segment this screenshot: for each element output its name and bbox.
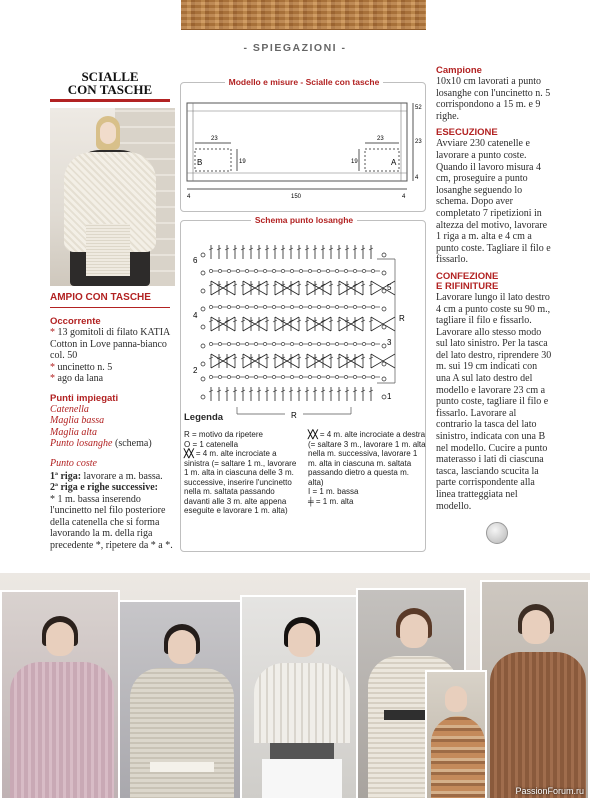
chain-symbol bbox=[299, 375, 302, 378]
chain-symbol bbox=[201, 253, 205, 257]
chain-symbol bbox=[245, 342, 248, 345]
row-number: 3 bbox=[387, 338, 392, 347]
chain-symbol bbox=[335, 269, 338, 272]
chain-symbol bbox=[326, 375, 329, 378]
label-h-total: 52 bbox=[415, 105, 422, 111]
legend-item: ╳╳ = 4 m. alte incrociate a sinistra (= saltare 1 m., lavorare 1 m. alta in ciascuna delle 3 m. successive, inserire l'uncinetto nella m. saltata passando davanti alle 3 m. alte appena eseguite e lavorare 1 m. alta) bbox=[184, 449, 297, 515]
knit-swatch-image bbox=[181, 0, 426, 30]
chain-symbol bbox=[201, 377, 205, 381]
chain-symbol bbox=[254, 342, 257, 345]
chain-symbol bbox=[218, 305, 221, 308]
label-edge-l: 4 bbox=[187, 194, 191, 200]
watermark: PassionForum.ru bbox=[515, 786, 584, 796]
divider bbox=[50, 307, 170, 308]
chain-symbol bbox=[281, 342, 284, 345]
chain-symbol bbox=[201, 289, 205, 293]
cross-right-icon: ╳╳ bbox=[308, 430, 320, 439]
chain-symbol bbox=[218, 375, 221, 378]
material-item: * ago da lana bbox=[50, 373, 104, 384]
chain-symbol bbox=[227, 342, 230, 345]
right-column bbox=[436, 66, 552, 544]
label-h-mid: 23 bbox=[415, 139, 422, 145]
legend-item: R = motivo da ripetere bbox=[184, 430, 263, 439]
chain-symbol bbox=[227, 375, 230, 378]
chain-symbol bbox=[290, 342, 293, 345]
legend-title: Legenda bbox=[184, 412, 224, 423]
photo-striped-sweater bbox=[425, 670, 487, 800]
stitch-list bbox=[50, 404, 175, 450]
chain-symbol bbox=[371, 342, 374, 345]
schematic-svg bbox=[181, 83, 427, 213]
legend-item: O = 1 catenella bbox=[184, 439, 239, 449]
chain-symbol bbox=[236, 375, 239, 378]
title-line-2: CON TASCHE bbox=[67, 82, 153, 97]
chain-symbol bbox=[254, 269, 257, 272]
chain-symbol bbox=[362, 305, 365, 308]
chain-symbol bbox=[326, 305, 329, 308]
stitch-item: Maglia alta bbox=[50, 426, 97, 438]
label-w-b: 23 bbox=[211, 136, 218, 142]
left-column bbox=[50, 70, 175, 551]
chain-symbol bbox=[371, 375, 374, 378]
row-number: 2 bbox=[193, 366, 198, 375]
chain-symbol bbox=[209, 342, 212, 345]
chain-symbol bbox=[218, 342, 221, 345]
row-number: 1 bbox=[387, 392, 392, 401]
chain-symbol bbox=[227, 305, 230, 308]
punto-coste-text: 1ª riga: lavorare a m. bassa. 2ª riga e righe successive: * 1 m. bassa inserendo l'uncinetto nel filo posteriore della catenella che si forma lavorando la m. della riga precedente *, ripetere da * a *. bbox=[50, 470, 173, 551]
chain-symbol bbox=[308, 269, 311, 272]
chain-symbol bbox=[236, 269, 239, 272]
chain-symbol bbox=[344, 305, 347, 308]
chain-symbol bbox=[382, 307, 386, 311]
chain-symbol bbox=[263, 305, 266, 308]
label-w-a: 23 bbox=[377, 136, 384, 142]
row-number: 5 bbox=[387, 283, 392, 292]
confezione-text: Lavorare lungo il lato destro 4 cm a punto coste su 90 m., tagliare il filo e fissarlo. Lavorare allo stesso modo sul lato sinistro. Per la tasca del lato destro, riprendere 30 m. sui 19 cm indicati con una A sul lato destro del modello e lavorare 23 cm a punto coste, tagliare il filo e fissarlo. Lavorare al contrario la tasca del lato sinistro, indicata con una B nel modello. Cucire a punto materasso i lati di ciascuna tasca, lasciando scucita la parte corrispondente alla linea tratteggiata nel modello. bbox=[436, 291, 552, 512]
material-item: * 13 gomitoli di filato KATIA Cotton in Love panna-bianco col. 50 bbox=[50, 327, 170, 361]
treble-icon: ╪ bbox=[308, 496, 316, 506]
chain-symbol bbox=[362, 342, 365, 345]
chain-symbol bbox=[317, 269, 320, 272]
chain-symbol bbox=[281, 375, 284, 378]
chain-symbol bbox=[299, 305, 302, 308]
chain-symbol bbox=[382, 395, 386, 399]
chain-symbol bbox=[218, 269, 221, 272]
chain-symbol bbox=[209, 269, 212, 272]
chart-title: Schema punto losanghe bbox=[251, 215, 357, 225]
chain-symbol bbox=[272, 375, 275, 378]
legend-left bbox=[184, 430, 302, 516]
label-h-b: 19 bbox=[239, 159, 246, 165]
chain-symbol bbox=[227, 269, 230, 272]
center-column bbox=[180, 70, 428, 552]
photo-brown-cardigan bbox=[480, 580, 590, 800]
row-number: 4 bbox=[193, 311, 198, 320]
chain-symbol bbox=[290, 269, 293, 272]
photo-shrug bbox=[118, 600, 242, 800]
chain-symbol bbox=[236, 305, 239, 308]
model-photo bbox=[50, 108, 175, 286]
chain-symbol bbox=[362, 375, 365, 378]
chain-symbol bbox=[382, 344, 386, 348]
legend-item: I = 1 m. bassa bbox=[308, 487, 359, 496]
chain-symbol bbox=[353, 342, 356, 345]
chain-symbol bbox=[317, 305, 320, 308]
chain-symbol bbox=[201, 271, 205, 275]
campione-heading: Campione bbox=[436, 65, 482, 76]
chain-symbol bbox=[201, 307, 205, 311]
chain-symbol bbox=[326, 342, 329, 345]
materials-list bbox=[50, 327, 175, 385]
section-header: - SPIEGAZIONI - bbox=[243, 42, 347, 54]
chain-symbol bbox=[344, 375, 347, 378]
punto-coste-heading: Punto coste bbox=[50, 457, 97, 469]
pattern-subtitle: AMPIO CON TASCHE bbox=[50, 292, 151, 303]
chain-symbol bbox=[308, 375, 311, 378]
label-width: 150 bbox=[291, 194, 302, 200]
chain-symbol bbox=[299, 269, 302, 272]
chain-symbol bbox=[272, 269, 275, 272]
material-item: * uncinetto n. 5 bbox=[50, 361, 113, 373]
chain-symbol bbox=[254, 305, 257, 308]
chain-symbol bbox=[209, 305, 212, 308]
chain-symbol bbox=[382, 253, 386, 257]
chain-symbol bbox=[209, 375, 212, 378]
chain-symbol bbox=[201, 325, 205, 329]
legend-item: ╪ = 1 m. alta bbox=[308, 496, 354, 506]
chain-symbol bbox=[308, 305, 311, 308]
label-h-band: 4 bbox=[415, 175, 419, 181]
row-number: 6 bbox=[193, 256, 198, 265]
yarn-ball-icon bbox=[486, 522, 508, 544]
chain-symbol bbox=[371, 305, 374, 308]
diagram-title: Modello e misure - Scialle con tasche bbox=[225, 77, 384, 87]
chain-symbol bbox=[326, 269, 329, 272]
punti-heading: Punti impiegati bbox=[50, 392, 119, 404]
chain-symbol bbox=[362, 269, 365, 272]
cross-left-icon: ╳╳ bbox=[184, 449, 196, 458]
chain-symbol bbox=[245, 269, 248, 272]
label-h-a: 19 bbox=[351, 159, 358, 165]
chain-symbol bbox=[353, 375, 356, 378]
chain-symbol bbox=[335, 342, 338, 345]
chain-symbol bbox=[344, 269, 347, 272]
repeat-marker: R bbox=[399, 314, 405, 323]
chain-symbol bbox=[308, 342, 311, 345]
chain-symbol bbox=[382, 377, 386, 381]
chain-symbol bbox=[263, 375, 266, 378]
chain-symbol bbox=[317, 375, 320, 378]
photo-pink-sweater bbox=[0, 590, 120, 800]
chain-symbol bbox=[353, 269, 356, 272]
chain-symbol bbox=[353, 305, 356, 308]
label-pocket-b: B bbox=[197, 158, 203, 167]
pattern-title bbox=[50, 70, 170, 102]
esecuzione-text: Avviare 230 catenelle e lavorare a punto coste. Quando il lavoro misura 4 cm, proseguire a punto losanghe seguendo lo schema. Dopo aver completato 7 ripetizioni in altezza del motivo, lavorare 1 riga a m. alta e 4 cm a punto coste. Tagliare il filo e fissarlo. bbox=[436, 138, 551, 266]
measurement-diagram bbox=[180, 77, 426, 212]
chain-symbol bbox=[263, 342, 266, 345]
chain-symbol bbox=[290, 305, 293, 308]
chain-symbol bbox=[382, 271, 386, 275]
legend-item: ╳╳ = 4 m. alte incrociate a destra (= saltare 3 m., lavorare 1 m. alta nella m. successiva, lavorare 1 m. alta in ciascuna m. saltata passando dietro a questa m. alta) bbox=[308, 430, 426, 487]
repeat-marker: R bbox=[291, 411, 297, 420]
confezione-heading: CONFEZIONE E RIFINITURE bbox=[436, 270, 499, 292]
title-line-1: SCIALLE bbox=[81, 69, 139, 84]
chain-symbol bbox=[299, 342, 302, 345]
campione-text: 10x10 cm lavorati a punto losanghe con l'uncinetto n. 5 corrispondono a 15 m. e 9 righe. bbox=[436, 76, 551, 122]
chain-symbol bbox=[272, 342, 275, 345]
chain-symbol bbox=[335, 375, 338, 378]
chain-symbol bbox=[317, 342, 320, 345]
chain-symbol bbox=[245, 305, 248, 308]
chain-symbol bbox=[335, 305, 338, 308]
chain-symbol bbox=[281, 269, 284, 272]
fashion-photo-strip bbox=[0, 573, 590, 800]
chain-symbol bbox=[344, 342, 347, 345]
label-pocket-a: A bbox=[391, 158, 397, 167]
chain-symbol bbox=[263, 269, 266, 272]
stitch-item: Punto losanghe (schema) bbox=[50, 438, 152, 449]
chain-symbol bbox=[254, 375, 257, 378]
chain-symbol bbox=[272, 305, 275, 308]
stitch-item: Catenella bbox=[50, 403, 89, 415]
crochet-chart-svg bbox=[181, 221, 427, 421]
chain-symbol bbox=[290, 375, 293, 378]
chain-symbol bbox=[236, 342, 239, 345]
chain-symbol bbox=[201, 395, 205, 399]
label-edge-r: 4 bbox=[402, 194, 406, 200]
chain-symbol bbox=[245, 375, 248, 378]
esecuzione-heading: ESECUZIONE bbox=[436, 127, 498, 139]
legend-right bbox=[308, 430, 426, 506]
stitch-item: Maglia bassa bbox=[50, 415, 105, 426]
chain-symbol bbox=[371, 269, 374, 272]
occorrente-heading: Occorrente bbox=[50, 316, 101, 327]
chain-symbol bbox=[201, 362, 205, 366]
photo-cropped-sweater bbox=[240, 595, 360, 800]
chain-symbol bbox=[281, 305, 284, 308]
chain-symbol bbox=[201, 344, 205, 348]
